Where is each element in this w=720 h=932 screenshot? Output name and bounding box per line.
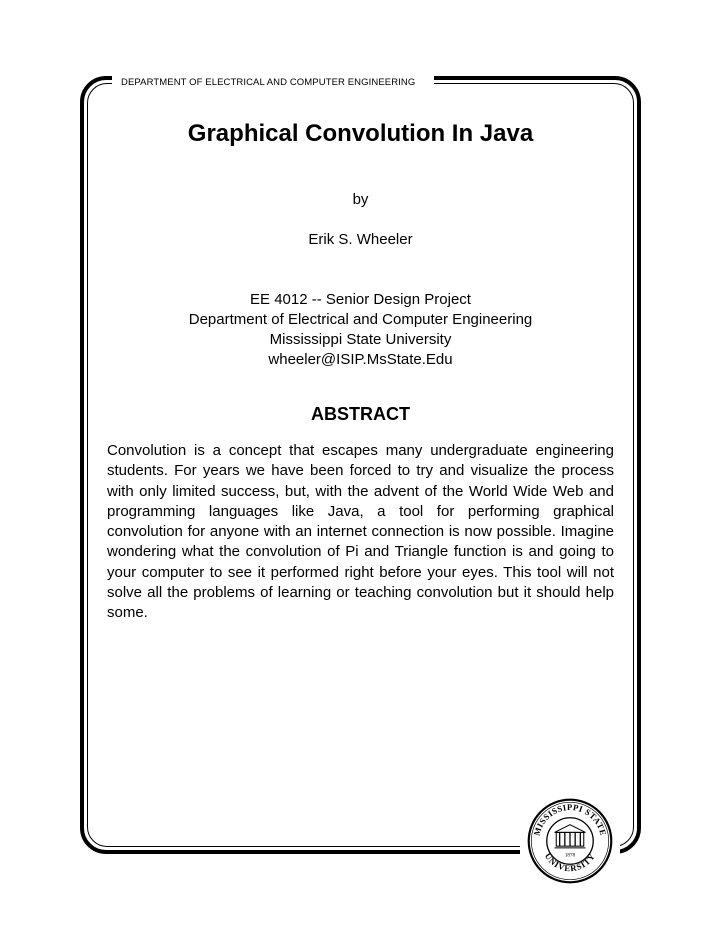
abstract-text: Convolution is a concept that escapes many undergraduate engineering students. For years we have been forced to try and visualize the process with only limited success, but, with the advent of the World Wide Web and programming languages like Java, a tool for performing graphical convolution for anyone with an internet connection is now possible. Imagine wondering what the convolution of Pi and Triangle function is and going to your computer to see it performed right before your eyes. This tool will not solve all the problems of learning or teaching convolution but it should help some. xyxy=(107,442,614,622)
author-name: Erik S. Wheeler xyxy=(308,231,413,248)
email-line: wheeler@ISIP.MsState.Edu xyxy=(268,351,453,368)
svg-text:1878: 1878 xyxy=(564,852,576,859)
course-line: EE 4012 -- Senior Design Project xyxy=(250,291,471,308)
svg-text:UNIVERSITY: UNIVERSITY xyxy=(542,851,598,874)
abstract-heading: ABSTRACT xyxy=(311,404,410,424)
byline-by: by xyxy=(352,191,369,208)
department-line: Department of Electrical and Computer Engineering xyxy=(188,311,533,328)
university-line: Mississippi State University xyxy=(269,331,452,348)
department-header: DEPARTMENT OF ELECTRICAL AND COMPUTER ENGINEERING xyxy=(121,77,416,88)
svg-text:MISSISSIPPI STATE: MISSISSIPPI STATE xyxy=(531,802,609,837)
university-seal-logo xyxy=(527,798,613,884)
affiliation-block xyxy=(88,290,633,370)
paper-title: Graphical Convolution In Java xyxy=(187,120,534,147)
